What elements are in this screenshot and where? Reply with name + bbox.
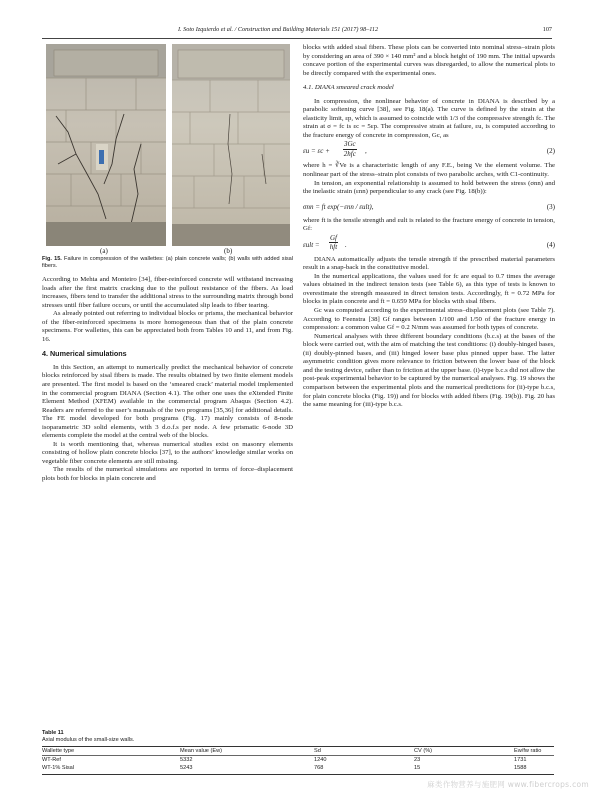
paragraph-boundary-conditions: Numerical analyses with three different boundary conditions (b.c.s) at the bases of the block were carried out, with the aim of matching the test conditions: (i) doubly-hinged bases, (ii) doubly-pinned bases, and (iii) hinged lower base plus pinned upper base. The latter asymmetric condition gives more relevance to friction between the lower base of the block and the testing device, rather than to friction at the upper base. (i)-type b.c.s did not allow the post-peak experimental behavior to be captured by the numerical analyses. Fig. 19 shows the comparison between the experimental plots and the numerical predictions for (ii)-type b.c.s, for plain concrete blocks (Fig. 19)) and for blocks with added fibers (Fig. 19(b)). Fig. 20 has the same meaning for (iii)-type b.c.s. <box>303 332 555 409</box>
table-cell: 5243 <box>180 765 193 771</box>
figure-15-label: Fig. 15. <box>42 256 62 262</box>
table-11-caption <box>42 730 554 744</box>
paragraph-snap-back: DIANA automatically adjusts the tensile strength if the prescribed material parameters result in a snap-back in the constitutive model. <box>303 255 555 272</box>
paragraph-fracture-energy: Gc was computed according to the experimental stress–displacement plots (see Table 7). According to Feenstra [38] Gf ranges between 1/100 and 1/50 of the fracture energy in compression: a common value Gf = 0.2 N/mm was assumed for both types of concrete. <box>303 307 555 332</box>
equation-2-punct: , <box>365 147 367 156</box>
equation-2-lhs: εu = εc + <box>303 147 330 156</box>
panel-label-a: (a) <box>100 247 108 255</box>
equation-3-body: σnn = ft exp(−εnn / εult), <box>303 202 374 211</box>
paragraph-tensile-strength: where ft is the tensile strength and εult is related to the fracture energy of concrete in tension, Gf: <box>303 216 555 233</box>
equation-3 <box>303 201 555 213</box>
equation-4-denominator: hft <box>329 243 338 252</box>
table-cell: 5332 <box>180 757 193 763</box>
table-bottom-rule <box>42 774 554 775</box>
table-cell: 1240 <box>314 757 327 763</box>
paragraph-numerical-intro: In this Section, an attempt to numerically predict the mechanical behavior of concrete blocks reinforced by sisal fibers is made. The results obtained by two finite element models are presented. The first model is based on the ‘smeared crack’ material model implemented in the commercial program DIANA (Section 4.1). The other one uses the eXtended Finite Element Method (XFEM) available in the commercial program Abaqus (Section 4.2). Readers are referred to the user’s manuals of the two programs [35,36] for additional details. The FE model developed for both programs (Fig. 17) mainly consists of 8-node isoparametric 3D solid elements, with 3 d.o.f.s per node. A few prismatic 6-node 3D elements complete the model at the central web of the blocks. <box>42 363 293 440</box>
table-header-cell: CV (%) <box>414 748 433 754</box>
paragraph-numerical-values: In the numerical applications, the values used for fc are equal to 0.7 times the average values obtained in the indirect tension tests (see Table 6), as this type of tests is known to overestimate the strength measured in direct tension tests. Accordingly, ft = 0.72 MPa for blocks in plain concrete and ft = 0.659 MPa for blocks with sisal fibers. <box>303 272 555 306</box>
site-watermark: 麻类作物营养与施肥网 www.fibercrops.com <box>427 780 589 789</box>
equation-4-punct: . <box>345 240 347 249</box>
equation-2-number: (2) <box>546 147 555 156</box>
left-column <box>42 44 293 484</box>
table-11 <box>42 730 554 775</box>
paragraph-stress-strain-conversion: blocks with added sisal fibers. These plots can be converted into nominal stress–strain plots by considering an area of 390 × 140 mm² and a block height of 190 mm. The initial upwards concave portion of the experimental curves was disregarded, to allow the numerical plots to be directly compared with the experimental ones. <box>303 44 555 77</box>
table-cell: WT-Ref <box>42 757 61 763</box>
table-cell: WT-1% Sisal <box>42 765 75 771</box>
paragraph-tension-relationship: In tension, an exponential relationship is assumed to hold between the stress (σnn) and the inelastic strain (εnn) perpendicular to any crack (see Fig. 18(b)): <box>303 179 555 196</box>
right-column <box>303 44 555 410</box>
figure-15-caption <box>42 256 293 270</box>
table-cell: 1588 <box>514 765 527 771</box>
section-4-1-heading: 4.1. DIANA smeared crack model <box>303 84 394 92</box>
table-header-cell: Wallette type <box>42 748 75 754</box>
equation-3-number: (3) <box>546 202 555 211</box>
table-cell: 23 <box>414 757 421 763</box>
equation-2-denominator: 2hfc <box>343 150 356 159</box>
header-rule <box>42 38 552 39</box>
photo-sisal-fiber-wall <box>172 44 290 246</box>
equation-2-fraction <box>343 140 357 158</box>
paragraph-results-intro: The results of the numerical simulations are reported in terms of force–displacement plots both for blocks in plain concrete and <box>42 466 293 483</box>
equation-4 <box>303 234 555 256</box>
table-row <box>42 756 554 764</box>
equation-4-lhs: εult = <box>303 240 320 249</box>
equation-2-numerator: 3Gc <box>344 140 356 149</box>
table-row <box>42 764 554 772</box>
table-cell: 15 <box>414 765 421 771</box>
table-11-title: Axial modulus of the small-size walls. <box>42 737 135 743</box>
paragraph-homogeneous-behavior: As already pointed out referring to individual blocks or prisms, the mechanical behavior of the fiber-reinforced specimens is more homogeneous than that of the plain concrete specimens. For wallettes, this can be appreciated both from Tables 10 and 11, and from Fig. 16. <box>42 310 293 343</box>
table-header-row <box>42 747 554 755</box>
equation-4-fraction <box>329 234 338 252</box>
paragraph-existing-studies: It is worth mentioning that, whereas numerical studies exist on masonry elements consisting of hollow plain concrete blocks [37], to the authors’ knowledge similar works on vegetable fiber concrete elements are still missing. <box>42 440 293 465</box>
panel-label-b: (b) <box>224 247 233 255</box>
equation-4-number: (4) <box>546 240 555 249</box>
journal-citation: I. Soto Izquierdo et al. / Construction and Building Materials 151 (2017) 98–112 <box>178 26 379 33</box>
photo-plain-concrete-wall <box>46 44 166 246</box>
table-11-label: Table 11 <box>42 730 64 736</box>
table-header-cell: Sd <box>314 748 321 754</box>
table-cell: 768 <box>314 765 324 771</box>
table-header-cell: Mean value (Ew) <box>180 748 222 754</box>
figure-15-photos <box>42 44 293 256</box>
paragraph-fiber-pullout: According to Mehta and Monteiro [34], fiber-reinforced concrete will withstand increasing loads after the first matrix cracking due to the pullout resistance of the fibers. As load increases, fibers tend to transfer the additional stress to the surrounding matrix through bond stresses until fiber failure occurs, or until the accumulated slip leads to fiber tearing. <box>42 276 293 309</box>
equation-2 <box>303 140 555 162</box>
running-header <box>0 26 595 38</box>
paragraph-characteristic-length: where h = ∛Ve is a characteristic length of any F.E., being Ve the element volume. The nonlinear part of the stress–strain plot consists of two parabolic arches, with C1-continuity. <box>303 162 555 179</box>
figure-15-caption-text: Failure in compression of the wallettes: (a) plain concrete walls; (b) walls with added sisal fibers. <box>42 256 293 269</box>
paragraph-compression-behavior: In compression, the nonlinear behavior of concrete in DIANA is described by a parabolic softening curve [38], see Fig. 18(a). The curve is defined by the strain at the elasticity limit, εp, which is assumed to coincide with 1/3 of the compressive strength fc. The strain at σ = fc is εc = 5εp. The compressive strain at failure, εu, is computed according to the fracture energy of concrete in compression, Gc, as <box>303 97 555 139</box>
table-header-cell: Ew/fw ratio <box>514 748 542 754</box>
section-4-heading: 4. Numerical simulations <box>42 349 127 359</box>
page-number: 107 <box>542 26 552 33</box>
table-cell: 1731 <box>514 757 527 763</box>
equation-4-numerator: Gf <box>330 233 337 242</box>
